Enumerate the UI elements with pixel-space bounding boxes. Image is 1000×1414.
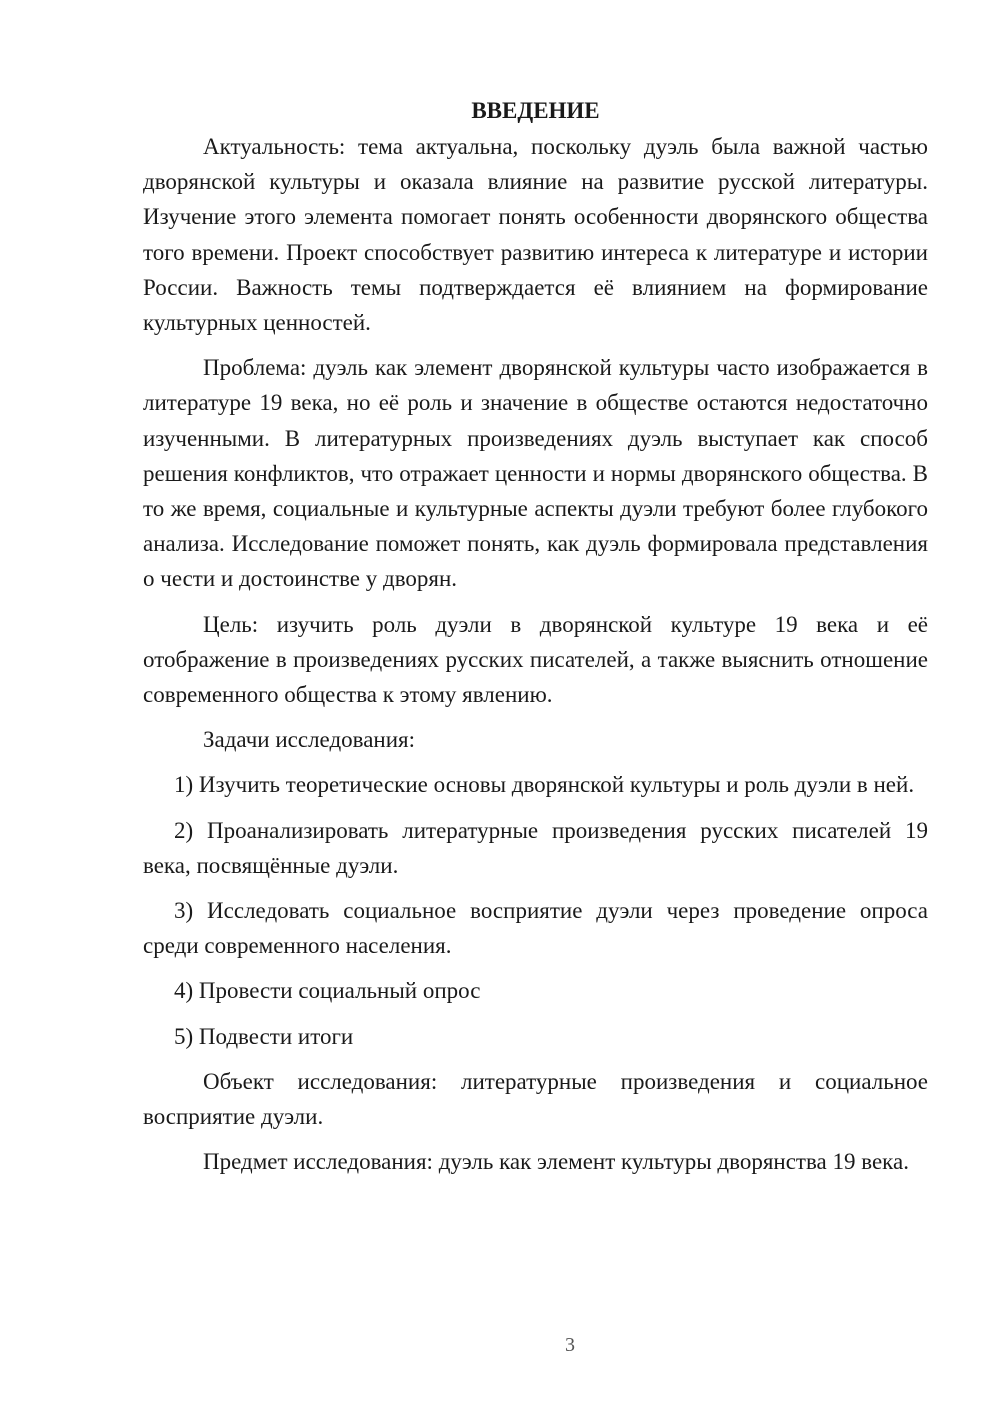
tasks-list: [143, 767, 928, 1053]
task-item-5: 5) Подвести итоги: [174, 1023, 354, 1049]
task-item-1: 1) Изучить теоретические основы дворянской культуры и роль дуэли в ней.: [174, 772, 915, 798]
task-item-3: 3) Исследовать социальное восприятие дуэли через проведение опроса среди современного населения.: [143, 898, 928, 959]
tasks-heading: Задачи исследования:: [203, 727, 416, 753]
goal-paragraph: Цель: изучить роль дуэли в дворянской культуре 19 века и её отображение в произведениях русских писателей, а также выяснить отношение современного общества к этому явлению.: [143, 611, 928, 708]
task-item-4: 4) Провести социальный опрос: [174, 978, 481, 1004]
subject-paragraph: Предмет исследования: дуэль как элемент культуры дворянства 19 века.: [203, 1149, 909, 1175]
section-title: ВВЕДЕНИЕ: [471, 98, 600, 123]
page-content: [143, 95, 928, 1189]
problem-paragraph: Проблема: дуэль как элемент дворянской культуры часто изображается в литературе 19 века, но её роль и значение в обществе остаются недостаточно изученными. В литературных произведениях дуэль выступает как способ решения конфликтов, что отражает ценности и нормы дворянского общества. В то же время, социальные и культурные аспекты дуэли требуют более глубокого анализа. Исследование поможет понять, как дуэль формировала представления о чести и достоинстве у дворян.: [143, 355, 928, 592]
object-paragraph: Объект исследования: литературные произведения и социальное восприятие дуэли.: [143, 1068, 928, 1130]
task-item-2: 2) Проанализировать литературные произведения русских писателей 19 века, посвящённые дуэли.: [143, 817, 928, 878]
page-number: 3: [565, 1334, 575, 1356]
relevance-paragraph: Актуальность: тема актуальна, поскольку дуэль была важной частью дворянской культуры и оказала влияние на развитие русской литературы. Изучение этого элемента помогает понять особенности дворянского общества того времени. Проект способствует развитию интереса к литературе и истории России. Важность темы подтверждается её влиянием на формирование культурных ценностей.: [143, 134, 928, 336]
page-number-footer: [70, 1334, 1000, 1357]
